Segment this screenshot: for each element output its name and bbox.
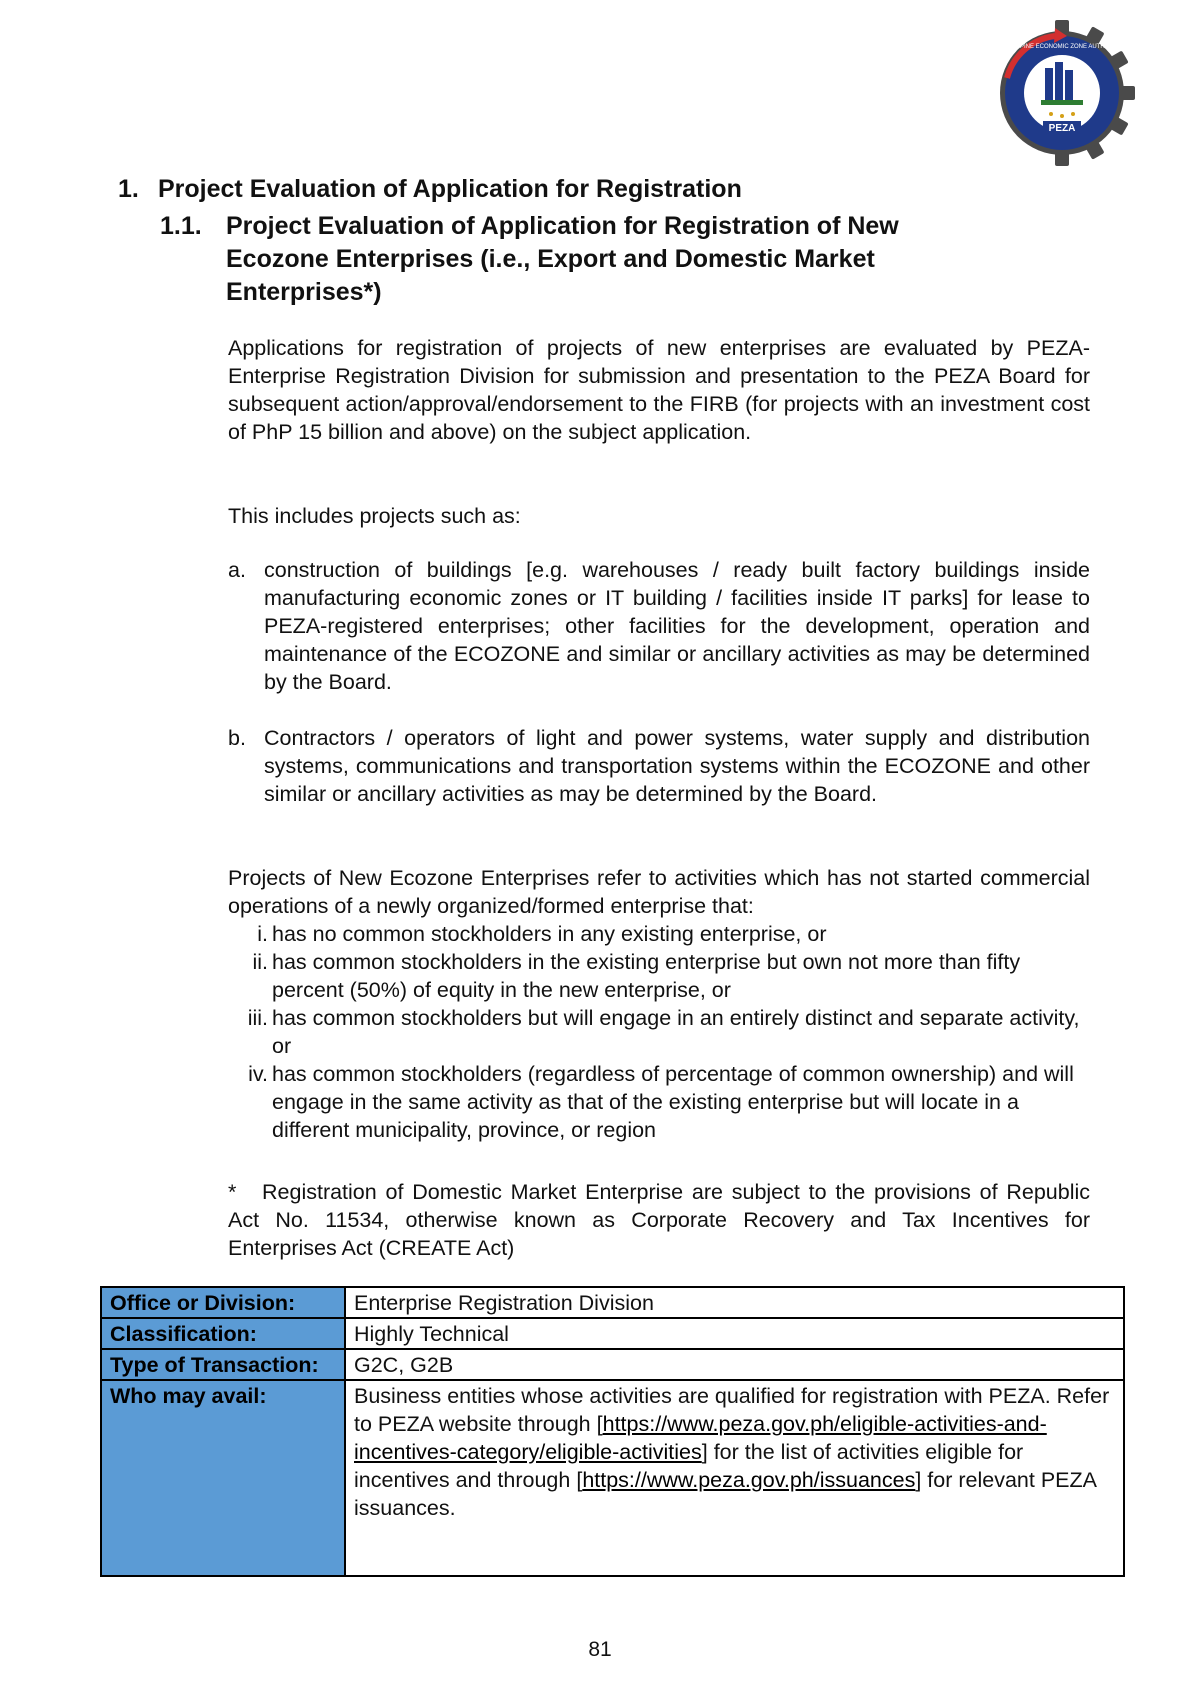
list-marker: iv. — [248, 1062, 268, 1086]
section-number: 1. — [118, 175, 139, 203]
list-item-text: has common stockholders (regardless of percentage of common ownership) and will engage in the same activity as that of the existing enterprise but will locate in a different municipality, province, or region — [272, 1062, 1074, 1142]
project-list — [228, 556, 1090, 836]
list-item-text: construction of buildings [e.g. warehouses / ready built factory buildings inside manufacturing economic zones or IT building / facilities inside IT parks] for lease to PEZA-registered enterprises; other facilities for the development, operation and maintenance of the ECOZONE and similar or ancillary activities as may be determined by the Board. — [264, 558, 1090, 694]
list-item — [228, 724, 1090, 808]
avail-label: Who may avail: — [101, 1380, 345, 1576]
issuances-link[interactable]: https://www.peza.gov.ph/issuances — [582, 1468, 916, 1492]
definition-paragraph: Projects of New Ecozone Enterprises refer to activities which has not started commercial operations of a newly organized/formed enterprise that: — [228, 866, 1090, 918]
avail-value: Business entities whose activities are qualified for registration with PEZA. Refer to PEZA website through [https://www.peza.gov.ph/eligible-activities-and-incentives-category/eligible-activities] for the list of activities eligible for incentives and through [https://www.peza.gov.ph/issuances] for relevant PEZA issuances. — [345, 1380, 1124, 1576]
logo-arc-text: PHILIPPINE ECONOMIC ZONE AUTHORITY — [1000, 44, 1124, 50]
peza-logo — [985, 18, 1135, 168]
avail-text-2: for the list of activities eligible for incentives and through — [354, 1440, 1024, 1492]
transaction-label: Type of Transaction: — [101, 1349, 345, 1380]
list-item-text: has common stockholders but will engage in an entirely distinct and separate activity, or — [272, 1006, 1080, 1058]
table-row — [101, 1287, 1124, 1318]
table-row — [101, 1318, 1124, 1349]
list-item-text: has common stockholders in the existing enterprise but own not more than fifty percent (50%) of equity in the new enterprise, or — [272, 950, 1021, 1002]
office-label: Office or Division: — [101, 1287, 345, 1318]
avail-text-3: for relevant PEZA issuances. — [354, 1468, 1096, 1520]
classification-value: Highly Technical — [345, 1318, 1124, 1349]
footnote-text: Registration of Domestic Market Enterprise are subject to the provisions of Republic Act No. 11534, otherwise known as Corporate Recovery and Tax Incentives for Enterprises Act (CREATE Act) — [228, 1180, 1090, 1260]
footnote-marker: * — [228, 1180, 237, 1204]
transaction-value: G2C, G2B — [345, 1349, 1124, 1380]
table-row — [101, 1349, 1124, 1380]
subsection-number: 1.1. — [160, 212, 202, 240]
list-item — [240, 948, 1090, 1004]
conditions-list — [240, 920, 1090, 1144]
intro-paragraph: Applications for registration of projects of new enterprises are evaluated by PEZA-Enterprise Registration Division for submission and presentation to the PEZA Board for subsequent action/approval/endorsement to the FIRB (for projects with an investment cost of PhP 15 billion and above) on the subject application. — [228, 336, 1090, 444]
avail-text-1: Business entities whose activities are qualified for registration with PEZA. Refer to PEZA website through — [354, 1384, 1110, 1436]
list-marker: ii. — [252, 950, 268, 974]
list-item — [240, 1060, 1090, 1144]
list-marker: a. — [228, 558, 246, 582]
list-item-text: has no common stockholders in any existing enterprise, or — [272, 922, 827, 946]
info-table — [100, 1286, 1125, 1577]
list-marker: b. — [228, 726, 246, 750]
logo-acronym: PEZA — [1048, 123, 1076, 134]
list-item — [240, 1004, 1090, 1060]
subsection-heading — [160, 210, 1040, 309]
classification-label: Classification: — [101, 1318, 345, 1349]
footnote — [228, 1178, 1090, 1262]
list-item-text: Contractors / operators of light and power systems, water supply and distribution systems, communications and transportation systems within the ECOZONE and other similar or ancillary activities as may be determined by the Board. — [264, 726, 1090, 806]
list-marker: i. — [257, 922, 268, 946]
table-row — [101, 1380, 1124, 1576]
section-heading — [118, 174, 742, 204]
includes-intro: This includes projects such as: — [228, 504, 521, 528]
list-item — [240, 920, 1090, 948]
section-title: Project Evaluation of Application for Registration — [158, 175, 742, 203]
subsection-title: Project Evaluation of Application for Registration of New Ecozone Enterprises (i.e., Export and Domestic Market Enterprises*) — [226, 212, 899, 306]
office-value: Enterprise Registration Division — [345, 1287, 1124, 1318]
list-marker: iii. — [247, 1006, 268, 1030]
list-item — [228, 556, 1090, 696]
eligible-activities-link[interactable]: https://www.peza.gov.ph/eligible-activities-and-incentives-category/eligible-activities — [354, 1412, 1047, 1464]
page-number: 81 — [588, 1638, 612, 1661]
